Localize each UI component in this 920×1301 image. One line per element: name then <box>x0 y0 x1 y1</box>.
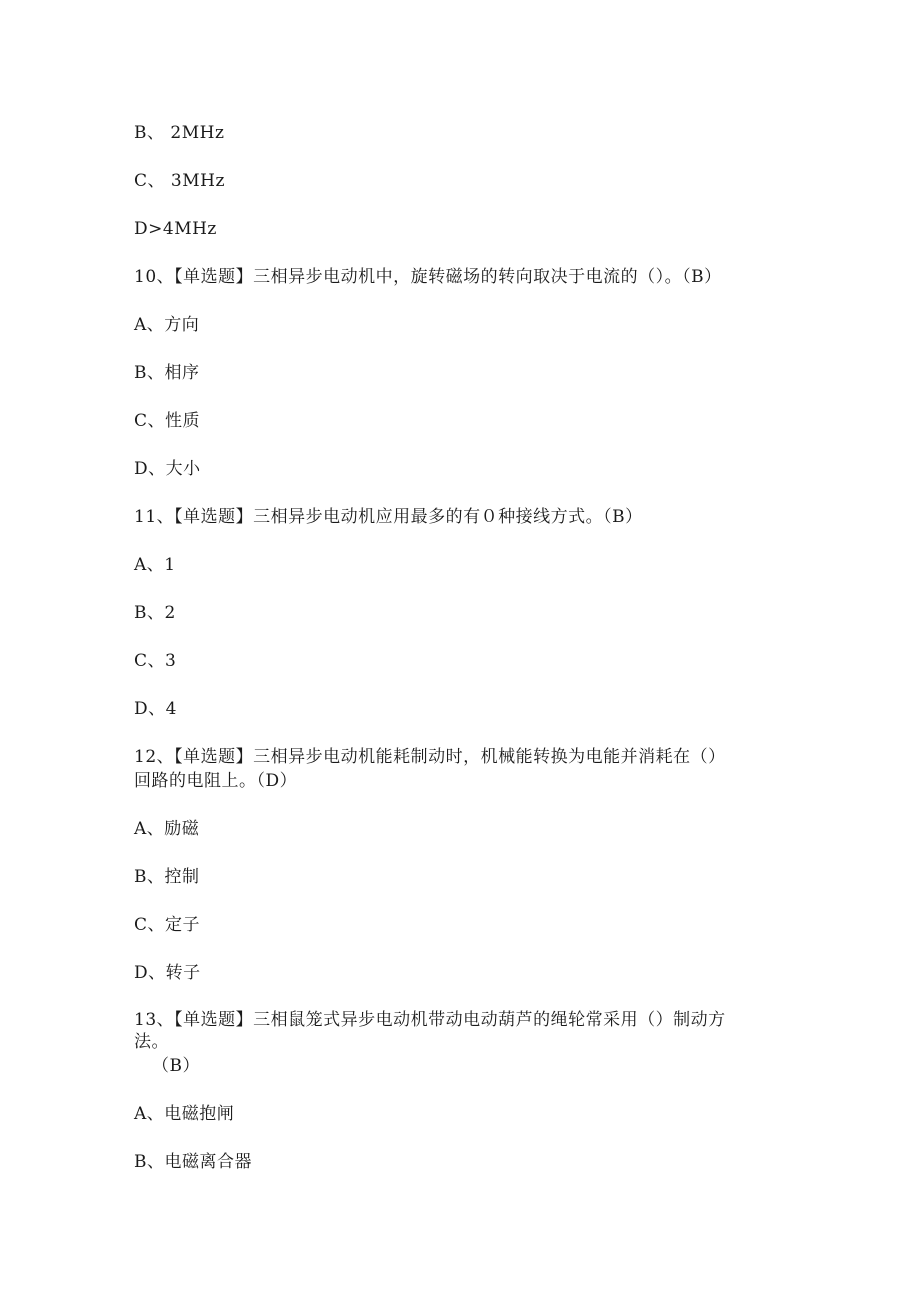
option-a-q12: A、励磁 <box>134 819 200 839</box>
question-13-answer: （B） <box>152 1056 200 1076</box>
option-d-q10: D、大小 <box>134 459 201 479</box>
option-a-q13: A、电磁抱闸 <box>134 1104 235 1124</box>
option-b-q12: B、控制 <box>134 867 200 887</box>
option-b-q13: B、电磁离合器 <box>134 1152 252 1172</box>
option-b-q9: B、 2MHz <box>134 123 225 143</box>
option-d-q11: D、4 <box>134 699 177 719</box>
option-b-q10: B、相序 <box>134 363 200 383</box>
question-12-line-2: 回路的电阻上。（D） <box>134 771 298 791</box>
question-11: 11、【单选题】三相异步电动机应用最多的有０种接线方式。（B） <box>134 507 643 527</box>
option-c-q9: C、 3MHz <box>134 171 225 191</box>
option-d-q9: D>4MHz <box>134 219 217 239</box>
question-10: 10、【单选题】三相异步电动机中，旋转磁场的转向取决于电流的（）。（B） <box>134 267 722 287</box>
option-b-q11: B、2 <box>134 603 176 623</box>
option-a-q10: A、方向 <box>134 315 200 335</box>
option-a-q11: A、1 <box>134 555 176 575</box>
option-d-q12: D、转子 <box>134 963 201 983</box>
question-12-line-1: 12、【单选题】三相异步电动机能耗制动时，机械能转换为电能并消耗在（） <box>134 747 726 767</box>
option-c-q10: C、性质 <box>134 411 201 431</box>
option-c-q12: C、定子 <box>134 915 201 935</box>
option-c-q11: C、3 <box>134 651 177 671</box>
question-13-line-1: 13、【单选题】三相鼠笼式异步电动机带动电动葫芦的绳轮常采用（）制动方 <box>134 1010 726 1030</box>
question-13-line-2: 法。 <box>134 1032 169 1052</box>
